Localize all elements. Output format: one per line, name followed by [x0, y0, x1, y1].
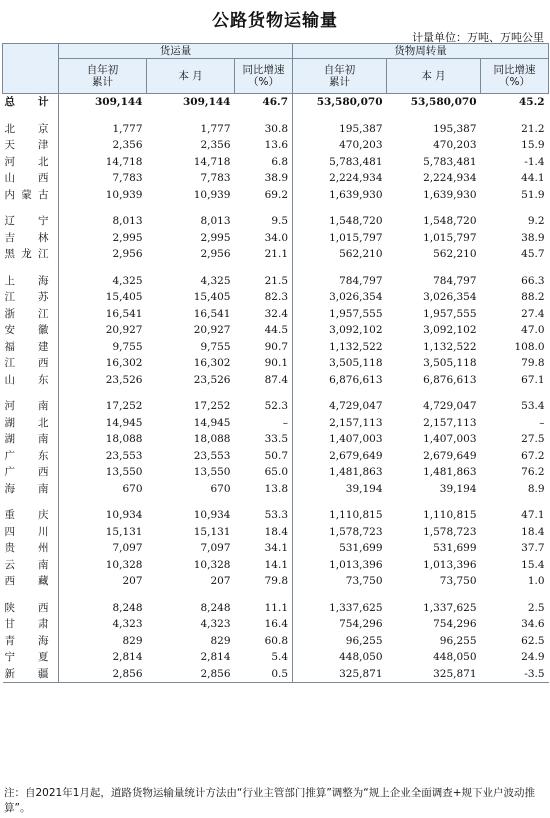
turnover-yoy-cell: 62.5 — [521, 634, 545, 647]
turnover-month-cell: 195,387 — [433, 122, 477, 135]
volume-yoy-cell: 0.5 — [235, 666, 293, 683]
region-name: 贵州 — [4, 542, 49, 555]
spacer-row — [3, 497, 549, 507]
spacer-row — [3, 203, 549, 213]
turnover-yoy-cell: 45.2 — [518, 96, 545, 109]
turnover-ytd-cell: 754,296 — [293, 616, 387, 633]
turnover-ytd-cell: 6,876,613 — [293, 372, 387, 389]
turnover-yoy-cell: 27.5 — [521, 433, 545, 446]
region-name: 安徽 — [4, 324, 49, 337]
region-name: 浙江 — [4, 307, 49, 320]
volume-ytd-cell: 309,144 — [59, 94, 147, 111]
table-row — [3, 524, 549, 541]
region-name: 重庆 — [4, 509, 49, 522]
turnover-month-cell: 1,578,723 — [423, 525, 477, 538]
volume-ytd-cell: 9,755 — [59, 339, 147, 356]
turnover-month-cell: 1,481,863 — [423, 466, 477, 479]
volume-yoy-cell: 18.4 — [264, 525, 289, 538]
turnover-yoy-cell: 79.8 — [521, 357, 545, 370]
table-row — [3, 431, 549, 448]
volume-month-cell: 8,248 — [200, 601, 231, 614]
header-turnover-ytd: 自年初 累计 — [293, 59, 387, 94]
volume-yoy-cell: 52.3 — [264, 400, 289, 413]
volume-ytd-cell: 2,814 — [59, 649, 147, 666]
footnote: 注：自2021年1月起，道路货物运输量统计方法由“行业主管部门推算”调整为“规上企业全面调查+规下业户波动推算”。 — [4, 787, 536, 814]
volume-month-cell: 4,325 — [200, 274, 231, 287]
volume-yoy-cell: 30.8 — [264, 122, 289, 135]
turnover-ytd-cell: 1,639,930 — [293, 187, 387, 204]
turnover-ytd-cell: 470,203 — [293, 137, 387, 154]
volume-month-cell: 670 — [210, 482, 231, 495]
turnover-month-cell: 1,015,797 — [423, 231, 477, 244]
turnover-month-cell: 470,203 — [433, 139, 477, 152]
turnover-ytd-cell: 1,957,555 — [293, 306, 387, 323]
turnover-ytd-cell: 1,481,863 — [293, 464, 387, 481]
region-name: 西藏 — [4, 575, 49, 588]
volume-ytd-cell: 1,777 — [59, 121, 147, 138]
turnover-yoy-cell: 15.4 — [521, 558, 545, 571]
volume-yoy-cell: 13.6 — [264, 139, 289, 152]
region-name: 江苏 — [4, 291, 49, 304]
turnover-month-cell: 1,337,625 — [423, 601, 477, 614]
volume-month-cell: 7,783 — [200, 172, 231, 185]
table-row — [3, 557, 549, 574]
volume-yoy-cell: 82.3 — [264, 291, 289, 304]
turnover-ytd-cell: 1,013,396 — [293, 557, 387, 574]
volume-ytd-cell: 670 — [59, 481, 147, 498]
turnover-ytd-cell: 1,578,723 — [293, 524, 387, 541]
turnover-month-cell: 39,194 — [439, 482, 477, 495]
volume-ytd-cell: 23,526 — [59, 372, 147, 389]
turnover-ytd-cell: 4,729,047 — [293, 398, 387, 415]
volume-ytd-cell: 829 — [59, 633, 147, 650]
table-row — [3, 170, 549, 187]
page-title: 公路货物运输量 — [212, 11, 338, 31]
turnover-ytd-cell: 39,194 — [293, 481, 387, 498]
volume-month-cell: 13,550 — [193, 466, 231, 479]
turnover-month-cell: 4,729,047 — [423, 400, 477, 413]
turnover-month-cell: 1,957,555 — [423, 307, 477, 320]
turnover-ytd-cell: 1,337,625 — [293, 600, 387, 617]
volume-yoy-cell: 21.5 — [264, 274, 289, 287]
volume-ytd-cell: 2,856 — [59, 666, 147, 683]
turnover-yoy-cell: 76.2 — [521, 466, 545, 479]
volume-ytd-cell: 14,945 — [59, 415, 147, 432]
turnover-month-cell: 325,871 — [387, 666, 481, 683]
volume-ytd-cell: 4,323 — [59, 616, 147, 633]
table-row — [3, 187, 549, 204]
turnover-yoy-cell: 8.9 — [527, 482, 545, 495]
table-row — [3, 322, 549, 339]
volume-yoy-cell: – — [282, 416, 289, 429]
volume-yoy-cell: 46.7 — [262, 96, 289, 109]
volume-ytd-cell: 10,939 — [59, 187, 147, 204]
header-turnover-yoy: 同比增速 （%） — [481, 59, 549, 94]
turnover-month-cell: 3,092,102 — [423, 324, 477, 337]
region-name: 四川 — [4, 525, 49, 538]
turnover-month-cell: 448,050 — [433, 651, 477, 664]
turnover-ytd-cell: 562,210 — [293, 246, 387, 263]
volume-month-cell: 2,356 — [200, 139, 231, 152]
turnover-ytd-cell: 1,110,815 — [293, 507, 387, 524]
turnover-month-cell: 3,026,354 — [423, 291, 477, 304]
volume-ytd-cell: 20,927 — [59, 322, 147, 339]
turnover-yoy-cell: 47.0 — [521, 324, 545, 337]
volume-month-cell: 10,328 — [193, 558, 231, 571]
volume-yoy-cell: 34.1 — [264, 542, 289, 555]
volume-yoy-cell: 65.0 — [264, 466, 289, 479]
volume-month-cell: 16,541 — [193, 307, 231, 320]
turnover-yoy-cell: 108.0 — [514, 340, 545, 353]
region-name: 广西 — [4, 466, 49, 479]
volume-yoy-cell: 44.5 — [264, 324, 289, 337]
region-name: 天津 — [4, 139, 49, 152]
volume-ytd-cell: 10,328 — [59, 557, 147, 574]
turnover-yoy-cell: – — [539, 416, 545, 429]
volume-ytd-cell: 8,013 — [59, 213, 147, 230]
table-row — [3, 121, 549, 138]
turnover-month-cell: 5,783,481 — [423, 155, 477, 168]
turnover-yoy-cell: 53.4 — [521, 400, 545, 413]
unit-label: 计量单位：万吨、万吨公里 — [412, 31, 544, 44]
volume-ytd-cell: 23,553 — [59, 448, 147, 465]
volume-yoy-cell: 11.1 — [264, 601, 289, 614]
volume-ytd-cell: 2,995 — [59, 230, 147, 247]
region-name: 湖北 — [4, 416, 49, 429]
table-row — [3, 230, 549, 247]
turnover-ytd-cell: 2,679,649 — [293, 448, 387, 465]
spacer-row — [3, 263, 549, 273]
table-row — [3, 306, 549, 323]
volume-month-cell: 23,526 — [193, 373, 231, 386]
turnover-ytd-cell: 53,580,070 — [293, 94, 387, 111]
volume-month-cell: 2,956 — [200, 248, 231, 261]
turnover-yoy-cell: 24.9 — [521, 651, 545, 664]
turnover-yoy-cell: 37.7 — [521, 542, 545, 555]
region-name: 广东 — [4, 449, 49, 462]
turnover-yoy-cell: 88.2 — [521, 291, 545, 304]
turnover-yoy-cell: 47.1 — [521, 509, 545, 522]
spacer-row — [3, 111, 549, 121]
volume-ytd-cell: 7,097 — [59, 540, 147, 557]
volume-ytd-cell: 207 — [59, 573, 147, 590]
turnover-month-cell: 1,132,522 — [423, 340, 477, 353]
volume-month-cell: 7,097 — [200, 542, 231, 555]
volume-yoy-cell: 60.8 — [264, 634, 289, 647]
turnover-yoy-cell: 15.9 — [521, 139, 545, 152]
header-region — [3, 44, 59, 94]
volume-ytd-cell: 17,252 — [59, 398, 147, 415]
table-row — [3, 246, 549, 263]
table-row — [3, 649, 549, 666]
turnover-month-cell: 2,679,649 — [423, 449, 477, 462]
table-row — [3, 666, 549, 683]
region-name: 福建 — [4, 340, 49, 353]
volume-month-cell: 15,405 — [193, 291, 231, 304]
region-name: 山东 — [4, 373, 49, 386]
table-row — [3, 481, 549, 498]
turnover-yoy-cell: 18.4 — [521, 525, 545, 538]
turnover-ytd-cell: 96,255 — [293, 633, 387, 650]
volume-yoy-cell: 53.3 — [264, 509, 289, 522]
region-name: 陕西 — [4, 601, 49, 614]
volume-ytd-cell: 15,131 — [59, 524, 147, 541]
turnover-ytd-cell: 1,132,522 — [293, 339, 387, 356]
spacer-row — [3, 388, 549, 398]
volume-month-cell: 18,088 — [193, 433, 231, 446]
turnover-month-cell: 1,013,396 — [423, 558, 477, 571]
volume-month-cell: 8,013 — [200, 215, 231, 228]
region-name: 山西 — [4, 172, 49, 185]
turnover-month-cell: 1,407,003 — [423, 433, 477, 446]
turnover-month-cell: 562,210 — [433, 248, 477, 261]
volume-ytd-cell: 4,325 — [59, 273, 147, 290]
turnover-month-cell: 73,750 — [439, 575, 477, 588]
turnover-month-cell: 2,224,934 — [423, 172, 477, 185]
table-row — [3, 289, 549, 306]
turnover-ytd-cell: 73,750 — [293, 573, 387, 590]
turnover-yoy-cell: 44.1 — [521, 172, 545, 185]
volume-yoy-cell: 90.1 — [264, 357, 289, 370]
turnover-yoy-cell: 27.4 — [521, 307, 545, 320]
turnover-yoy-cell: 38.9 — [521, 231, 545, 244]
volume-ytd-cell: 18,088 — [59, 431, 147, 448]
volume-yoy-cell: 6.8 — [271, 155, 289, 168]
table-row — [3, 448, 549, 465]
volume-month-cell: 2,856 — [147, 666, 235, 683]
region-name: 江西 — [4, 357, 49, 370]
volume-yoy-cell: 50.7 — [264, 449, 289, 462]
turnover-yoy-cell: 66.3 — [521, 274, 545, 287]
turnover-month-cell: 96,255 — [439, 634, 477, 647]
turnover-ytd-cell: 325,871 — [293, 666, 387, 683]
volume-month-cell: 829 — [210, 634, 231, 647]
volume-month-cell: 4,323 — [200, 618, 231, 631]
volume-ytd-cell: 10,934 — [59, 507, 147, 524]
header-freight-volume: 货运量 — [59, 44, 293, 59]
turnover-ytd-cell: 195,387 — [293, 121, 387, 138]
turnover-ytd-cell: 2,224,934 — [293, 170, 387, 187]
volume-ytd-cell: 13,550 — [59, 464, 147, 481]
region-name: 吉林 — [4, 231, 49, 244]
turnover-month-cell: 1,639,930 — [423, 188, 477, 201]
table-row — [3, 464, 549, 481]
volume-yoy-cell: 33.5 — [264, 433, 289, 446]
region-name: 云南 — [4, 558, 49, 571]
table-row — [3, 154, 549, 171]
turnover-month-cell: 3,505,118 — [423, 357, 477, 370]
turnover-ytd-cell: 5,783,481 — [293, 154, 387, 171]
header-freight-turnover: 货物周转量 — [293, 44, 549, 59]
turnover-yoy-cell: 67.2 — [521, 449, 545, 462]
volume-month-cell: 23,553 — [193, 449, 231, 462]
turnover-ytd-cell: 1,407,003 — [293, 431, 387, 448]
table-row — [3, 137, 549, 154]
header-turnover-month: 本 月 — [387, 59, 481, 94]
volume-month-cell: 10,934 — [193, 509, 231, 522]
volume-month-cell: 20,927 — [193, 324, 231, 337]
turnover-month-cell: 1,110,815 — [423, 509, 477, 522]
volume-month-cell: 1,777 — [200, 122, 231, 135]
table-row — [3, 372, 549, 389]
turnover-ytd-cell: 448,050 — [293, 649, 387, 666]
volume-ytd-cell: 16,541 — [59, 306, 147, 323]
volume-month-cell: 17,252 — [193, 400, 231, 413]
table-row — [3, 398, 549, 415]
volume-yoy-cell: 38.9 — [264, 172, 289, 185]
volume-month-cell: 2,995 — [200, 231, 231, 244]
turnover-ytd-cell: 3,092,102 — [293, 322, 387, 339]
region-name: 辽宁 — [4, 215, 49, 228]
turnover-month-cell: 6,876,613 — [423, 373, 477, 386]
turnover-yoy-cell: 34.6 — [521, 618, 545, 631]
volume-ytd-cell: 15,405 — [59, 289, 147, 306]
volume-yoy-cell: 9.5 — [271, 215, 289, 228]
volume-month-cell: 9,755 — [200, 340, 231, 353]
volume-yoy-cell: 34.0 — [264, 231, 289, 244]
total-row — [3, 94, 549, 111]
turnover-ytd-cell: 3,505,118 — [293, 355, 387, 372]
header-volume-yoy: 同比增速 （%） — [235, 59, 293, 94]
region-name: 海南 — [4, 482, 49, 495]
turnover-ytd-cell: 784,797 — [293, 273, 387, 290]
spacer-row — [3, 590, 549, 600]
volume-ytd-cell: 7,783 — [59, 170, 147, 187]
region-name: 青海 — [4, 634, 49, 647]
volume-month-cell: 15,131 — [193, 525, 231, 538]
volume-month-cell: 14,945 — [193, 416, 231, 429]
region-name: 宁夏 — [4, 651, 49, 664]
volume-ytd-cell: 2,956 — [59, 246, 147, 263]
volume-month-cell: 207 — [210, 575, 231, 588]
turnover-yoy-cell: 45.7 — [521, 248, 545, 261]
freight-table — [2, 43, 549, 683]
turnover-month-cell: 2,157,113 — [423, 416, 477, 429]
turnover-yoy-cell: -1.4 — [524, 155, 545, 168]
region-name: 上海 — [4, 274, 49, 287]
turnover-ytd-cell: 1,548,720 — [293, 213, 387, 230]
turnover-month-cell: 53,580,070 — [410, 96, 477, 109]
region-name: 甘肃 — [4, 618, 49, 631]
table-row — [3, 415, 549, 432]
region-name: 河北 — [4, 155, 49, 168]
table-row — [3, 633, 549, 650]
volume-yoy-cell: 79.8 — [264, 575, 289, 588]
turnover-yoy-cell: 67.1 — [521, 373, 545, 386]
volume-month-cell: 10,939 — [193, 188, 231, 201]
turnover-yoy-cell: 1.0 — [527, 575, 545, 588]
header-volume-month: 本 月 — [147, 59, 235, 94]
table-row — [3, 355, 549, 372]
table-row — [3, 616, 549, 633]
turnover-month-cell: 754,296 — [433, 618, 477, 631]
turnover-yoy-cell: 51.9 — [521, 188, 545, 201]
turnover-ytd-cell: 2,157,113 — [293, 415, 387, 432]
turnover-ytd-cell: 3,026,354 — [293, 289, 387, 306]
volume-month-cell: 2,814 — [200, 651, 231, 664]
volume-yoy-cell: 32.4 — [264, 307, 289, 320]
volume-ytd-cell: 14,718 — [59, 154, 147, 171]
volume-month-cell: 16,302 — [193, 357, 231, 370]
region-name: 内蒙古 — [4, 188, 49, 201]
volume-yoy-cell: 90.7 — [264, 340, 289, 353]
turnover-ytd-cell: 531,699 — [293, 540, 387, 557]
table-row — [3, 273, 549, 290]
volume-yoy-cell: 5.4 — [271, 651, 289, 664]
turnover-yoy-cell: 9.2 — [527, 215, 545, 228]
volume-ytd-cell: 8,248 — [59, 600, 147, 617]
turnover-ytd-cell: 1,015,797 — [293, 230, 387, 247]
volume-yoy-cell: 69.2 — [264, 188, 289, 201]
volume-yoy-cell: 14.1 — [264, 558, 289, 571]
turnover-month-cell: 784,797 — [433, 274, 477, 287]
region-name: 北京 — [4, 122, 49, 135]
turnover-month-cell: 1,548,720 — [423, 215, 477, 228]
region-name: 总 计 — [4, 96, 49, 109]
table-row — [3, 339, 549, 356]
volume-month-cell: 14,718 — [193, 155, 231, 168]
volume-month-cell: 309,144 — [183, 96, 231, 109]
turnover-yoy-cell: 2.5 — [527, 601, 545, 614]
table-row — [3, 507, 549, 524]
region-name: 湖南 — [4, 433, 49, 446]
volume-yoy-cell: 21.1 — [264, 248, 289, 261]
volume-yoy-cell: 13.8 — [264, 482, 289, 495]
turnover-yoy-cell: -3.5 — [481, 666, 549, 683]
volume-yoy-cell: 16.4 — [264, 618, 289, 631]
table-row — [3, 573, 549, 590]
table-body — [3, 94, 549, 683]
header-volume-ytd: 自年初 累计 — [59, 59, 147, 94]
region-name: 新疆 — [3, 666, 59, 683]
volume-ytd-cell: 16,302 — [59, 355, 147, 372]
table-row — [3, 213, 549, 230]
region-name: 河南 — [4, 400, 49, 413]
volume-ytd-cell: 2,356 — [59, 137, 147, 154]
volume-yoy-cell: 87.4 — [264, 373, 289, 386]
region-name: 黑龙江 — [4, 248, 49, 261]
turnover-month-cell: 531,699 — [433, 542, 477, 555]
table-row — [3, 540, 549, 557]
turnover-yoy-cell: 21.2 — [521, 122, 545, 135]
table-row — [3, 600, 549, 617]
